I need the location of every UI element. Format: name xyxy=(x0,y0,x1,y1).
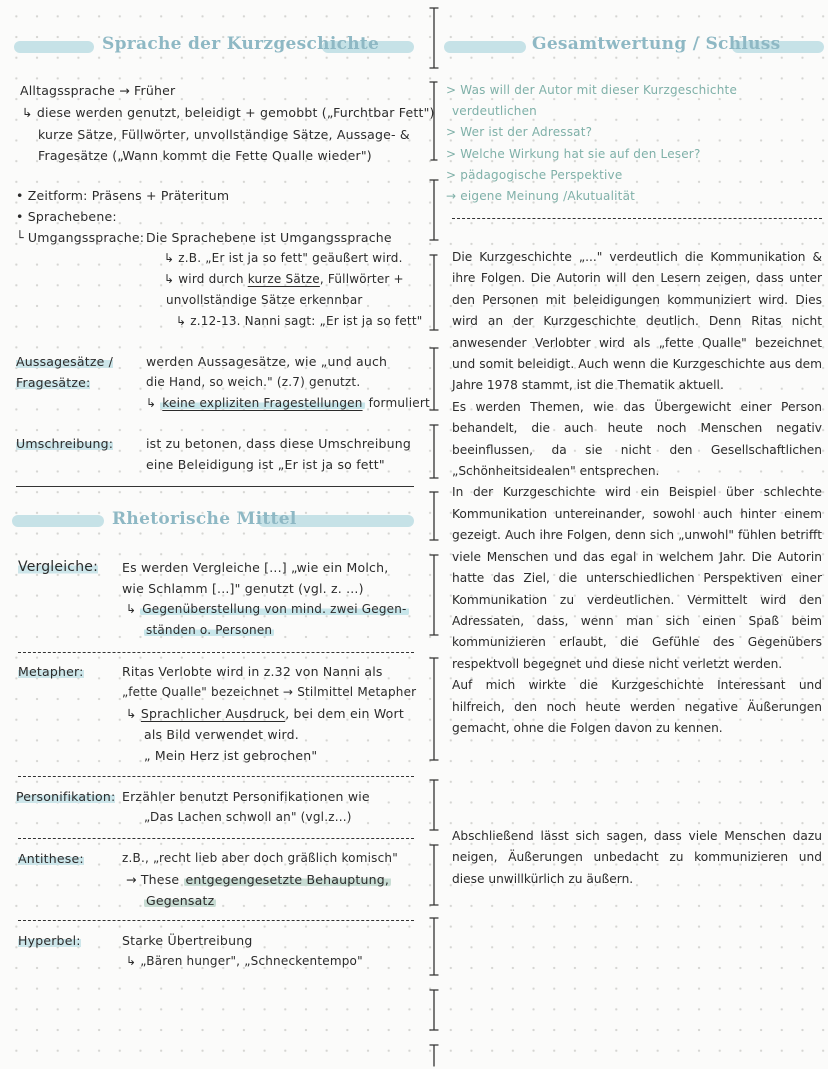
section-title-sprache: Sprache der Kurzgeschichte xyxy=(102,34,380,54)
vergleiche-line-3-highlight: Gegenüberstellung von mind. zwei Gegen- xyxy=(142,602,407,616)
aussage-label-2 xyxy=(16,372,90,393)
essay-paragraph-2: Abschließend lässt sich sagen, dass viele Menschen dazu neigen, Äußerungen unbedacht zu kommunizieren und diese unwillkürlich zu äußern. xyxy=(452,829,822,886)
antithese-line-2 xyxy=(126,869,391,890)
personifikation-label-text: Personifikation: xyxy=(16,789,116,804)
umgang-line-3 xyxy=(164,269,404,290)
personifikation-label xyxy=(16,786,115,807)
sprachebene-line: • Sprachebene: xyxy=(16,209,117,224)
metapher-label xyxy=(18,661,84,682)
vergleiche-label-text: Vergleiche: xyxy=(18,559,98,575)
metapher-line-4: als Bild verwendet wird. xyxy=(144,727,299,742)
center-divider xyxy=(424,0,444,1069)
title-bar-left-schluss xyxy=(444,41,526,53)
umschreibung-label xyxy=(16,433,113,454)
hyperbel-line-2: ↳ „Bären hunger", „Schneckentempo" xyxy=(126,954,363,968)
essay-p1a: Die Kurzgeschichte „..." verdeutlich die Kommunikation & ihre Folgen. Die Autorin will den Lesern zeigen, dass unter den Personen mit beleidigungen kommuniziert wird. Dies wird an der Kurzgeschichte deutlich. Denn Ritas nicht anwesender Verlobter wird als „fette Qualle" bezeichnet und somit beleidigt. Auch wenn die Kurzgeschichte aus dem Jahre 1978 stammt, ist die Thematik aktuell. xyxy=(452,250,822,393)
aussage-line-3-arrow: ↳ xyxy=(146,396,157,410)
vergleiche-line-4-highlight: ständen o. Personen xyxy=(146,623,273,637)
metapher-line-3-arrow: ↳ xyxy=(126,706,137,721)
hyperbel-label-text: Hyperbel: xyxy=(18,933,81,948)
aussage-line-3 xyxy=(146,393,430,414)
metapher-line-2: „fette Qualle" bezeichnet → Stilmittel Metapher xyxy=(122,685,417,699)
aussage-line-1: werden Aussagesätze, wie „und auch xyxy=(146,354,388,369)
umgang-line-3-pre: ↳ wird durch xyxy=(164,272,244,286)
umschreibung-label-text: Umschreibung: xyxy=(16,436,114,451)
alltag-line-3: kurze Sätze, Füllwörter, unvollständige Sätze, Aussage- & xyxy=(38,127,410,142)
umgang-line-2: ↳ z.B. „Er ist ja so fett" geäußert wird. xyxy=(164,251,403,265)
aussage-label-1 xyxy=(16,351,113,372)
section-title-schluss: Gesamtwertung / Schluss xyxy=(532,34,781,54)
aussage-line-3-highlight: keine expliziten Fragestellungen xyxy=(162,396,363,410)
alltag-line-1: Alltagssprache → Früher xyxy=(20,83,176,98)
aussage-line-2: die Hand, so weich." (z.7) genutzt. xyxy=(146,375,361,389)
vergleiche-label xyxy=(18,557,98,578)
essay-paragraph-1 xyxy=(452,247,822,739)
dashed-divider-right xyxy=(452,218,822,219)
vergleiche-line-3 xyxy=(126,599,409,620)
aussage-label-1-text: Aussagesätze / xyxy=(16,354,114,369)
antithese-label-text: Antithese: xyxy=(18,851,84,866)
umgang-line-1: Die Sprachebene ist Umgangssprache xyxy=(146,230,392,245)
umgang-line-3-post: , Füllwörter + xyxy=(319,272,404,286)
umschreibung-line-1: ist zu betonen, dass diese Umschreibung xyxy=(146,436,412,451)
antithese-line-3-highlight: Gegensatz xyxy=(146,893,215,908)
zeitform-line: • Zeitform: Präsens + Präteritum xyxy=(16,188,230,203)
essay-p1c: In der Kurzgeschichte wird ein Beispiel über schlechte Kommunikation untereinander, sowohl auch hinter einem gezeigt. Auch ihre Folgen, denn sich „unwohl" fühlen betrifft viele Menschen und das egal in welchem Jahr. Die Autorin hatte das Ziel, die unterschiedlichen Perspektiven einer Kommunikation zu verdeutlichen. Vermittelt wird den Adressaten, dass, wenn man sich einen Spaß beim kommunizieren erlaubt, die Gefühle des Gegenübers respektvoll begegnet und diese nicht verletzt werden. xyxy=(452,485,822,671)
question-4: > pädagogische Perspektive xyxy=(446,168,623,182)
personifikation-line-1: Erzähler benutzt Personifikationen wie xyxy=(122,789,370,804)
dashed-divider-1 xyxy=(18,652,414,653)
question-5: → eigene Meinung /Akutualität xyxy=(446,189,636,203)
antithese-line-1: z.B., „recht lieb aber doch gräßlich komisch" xyxy=(122,851,398,865)
antithese-line-3 xyxy=(144,890,216,911)
umgang-line-3-underlined: kurze Sätze xyxy=(247,272,320,286)
aussage-line-3-post: formuliert xyxy=(368,396,430,410)
title-bar-left-sprache xyxy=(14,41,94,53)
umschreibung-line-2: eine Beleidigung ist „Er ist ja so fett" xyxy=(146,457,385,472)
vergleiche-line-3-arrow: ↳ xyxy=(126,602,137,616)
vergleiche-line-4 xyxy=(144,620,274,641)
vergleiche-line-2: wie Schlamm [...]" genutzt (vgl. z. ...) xyxy=(122,581,364,596)
metapher-line-3-post: , bei dem ein Wort xyxy=(285,706,404,721)
metapher-line-5: „ Mein Herz ist gebrochen" xyxy=(144,748,318,763)
metapher-label-text: Metapher: xyxy=(18,664,84,679)
aussage-label-2-text: Fragesätze: xyxy=(16,375,91,390)
question-2: > Wer ist der Adressat? xyxy=(446,125,593,139)
hyperbel-label xyxy=(18,930,81,951)
question-3: > Welche Wirkung hat sie auf den Leser? xyxy=(446,147,701,161)
umgang-line-5: ↳ z.12-13. Nanni sagt: „Er ist ja so fett" xyxy=(176,314,423,328)
hyperbel-line-1: Starke Übertreibung xyxy=(122,933,253,948)
dashed-divider-2 xyxy=(18,776,414,777)
antithese-line-2-highlight: entgegengesetzte Behauptung, xyxy=(185,872,390,887)
dashed-divider-4 xyxy=(18,920,414,921)
metapher-line-3 xyxy=(126,703,404,724)
umgang-line-4: unvollständige Sätze erkennbar xyxy=(166,293,363,307)
antithese-line-2-arrow: → These xyxy=(126,872,180,887)
antithese-label xyxy=(18,848,84,869)
alltag-line-4: Fragesätze („Wann kommt die Fette Qualle wieder") xyxy=(38,148,372,163)
section-title-rhet: Rhetorische Mittel xyxy=(112,509,297,529)
alltag-line-2: ↳ diese werden genutzt, beleidigt + gemobbt („Furchtbar Fett") xyxy=(22,105,435,120)
essay-p1b: Es werden Themen, wie das Übergewicht einer Person behandelt, die auch heute noch Menschen negativ beeinflussen, da sie nicht den Gesellschaftlichen „Schönheitsidealen" entsprechen. xyxy=(452,399,822,479)
essay-p1d: Auf mich wirkte die Kurzgeschichte Interessant und hilfreich, den noch heute werden negative Äußerungen gemacht, ohne die Folgen davon zu kennen. xyxy=(452,678,822,735)
question-1: > Was will der Autor mit dieser Kurzgeschichte xyxy=(446,83,738,97)
umgang-label: └ Umgangssprache: xyxy=(16,230,145,245)
question-1-cont: verdeutlichen xyxy=(452,104,537,118)
dashed-divider-3 xyxy=(18,838,414,839)
personifikation-line-2: „Das Lachen schwoll an" (vgl.z...) xyxy=(144,810,352,824)
title-bar-left-rhet xyxy=(12,515,104,527)
divider-line-left xyxy=(16,486,414,487)
metapher-line-3-underlined: Sprachlicher Ausdruck xyxy=(140,706,286,721)
vergleiche-line-1: Es werden Vergleiche [...] „wie ein Molch, xyxy=(122,560,389,575)
metapher-line-1: Ritas Verlobte wird in z.32 von Nanni als xyxy=(122,664,383,679)
